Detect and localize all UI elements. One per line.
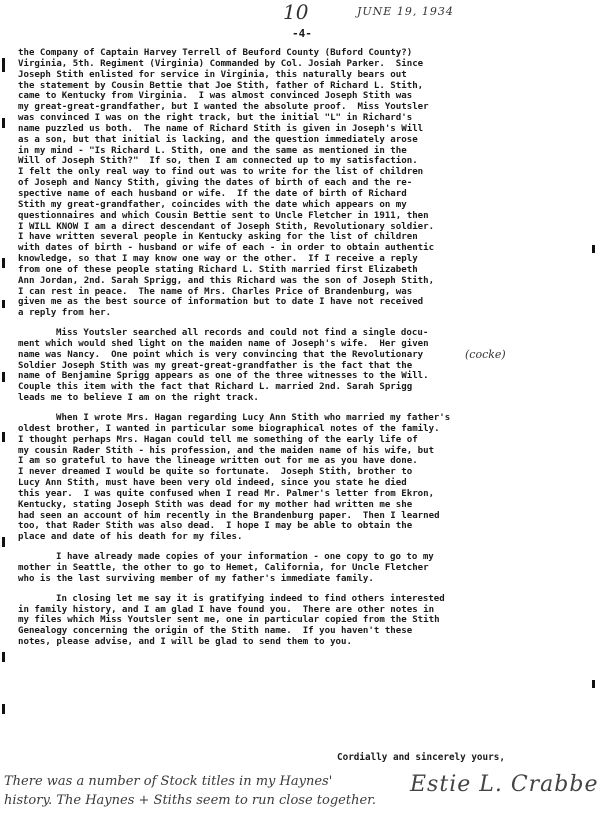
text-line: Kentucky, stating Joseph Stith was dead for my mother had written me she bbox=[18, 499, 413, 510]
letter-paragraph bbox=[18, 413, 584, 543]
text-line: I can rest in peace. The name of Mrs. Charles Price of Brandenburg, was bbox=[18, 286, 413, 297]
footnote-line: There was a number of Stock titles in my Haynes' bbox=[4, 774, 333, 789]
text-line: oldest brother, I wanted in particular some biographical notes of the family. bbox=[18, 423, 440, 434]
text-line: my files which Miss Youtsler sent me, one in particular copied from the Stith bbox=[18, 615, 440, 626]
text-line: a reply from her. bbox=[18, 308, 112, 319]
text-line: knowledge, so that I may know one way or the other. If I receive a reply bbox=[18, 254, 418, 265]
text-line: in my mind - "Is Richard L. Stith, one and the same as mentioned in the bbox=[18, 145, 407, 156]
text-line: I am so grateful to have the lineage written out for me as you have done. bbox=[18, 456, 418, 467]
text-line: leads me to believe I am on the right track. bbox=[18, 393, 259, 404]
text-line: questionnaires and which Cousin Bettie sent to Uncle Fletcher in 1911, then bbox=[18, 210, 429, 221]
letter-paragraph bbox=[18, 552, 584, 585]
text-line: had seen an account of him recently in the Brandenburg paper. Then I learned bbox=[18, 510, 440, 521]
signature: Estie L. Crabbe bbox=[410, 772, 599, 797]
text-line: Lucy Ann Stith, must have been very old indeed, since you state he died bbox=[18, 478, 407, 489]
text-line: this year. I was quite confused when I read Mr. Palmer's letter from Ekron, bbox=[18, 488, 435, 499]
text-line: When I wrote Mrs. Hagan regarding Lucy Ann Stith who married my father's bbox=[56, 413, 451, 423]
margin-mark bbox=[2, 300, 5, 308]
text-line: Genealogy concerning the origin of the Stith name. If you haven't these bbox=[18, 626, 413, 637]
text-line: Stith my great-grandfather, coincides with the date which appears on my bbox=[18, 199, 407, 210]
letter-paragraph bbox=[18, 48, 584, 319]
text-line: I felt the only real way to find out was to write for the list of children bbox=[18, 167, 424, 178]
text-line: Miss Youtsler searched all records and could not find a single docu- bbox=[56, 328, 429, 339]
handwritten-insert: (cocke) bbox=[465, 348, 506, 361]
text-line: as a son, but that initial is lacking, and the question immediately arose bbox=[18, 134, 418, 145]
text-line: Soldier Joseph Stith was my great-great-grandfather is the fact that the bbox=[18, 360, 413, 371]
text-line: from one of these people stating Richard L. Stith married first Elizabeth bbox=[18, 264, 418, 275]
text-line: too, that Rader Stith was also dead. I hope I may be able to obtain the bbox=[18, 521, 413, 532]
handwritten-footnote bbox=[4, 772, 376, 810]
text-line: spective name of each husband or wife. If the date of birth of Richard bbox=[18, 188, 407, 199]
text-line: Joseph Stith enlisted for service in Virginia, this naturally bears out bbox=[18, 69, 407, 80]
text-line: the statement by Cousin Bettie that Joe Stith, father of Richard L. Stith, bbox=[18, 80, 424, 91]
text-line: ment which would shed light on the maiden name of Joseph's wife. Her given bbox=[18, 338, 429, 349]
text-line: name puzzled us both. The name of Richard Stith is given in Joseph's Will bbox=[18, 123, 424, 134]
text-line: name of Benjamine Sprigg appears as one of the three witnesses to the Will. bbox=[18, 371, 429, 382]
text-line: came to Kentucky from Virginia. I was almost convinced Joseph Stith was bbox=[18, 91, 413, 102]
text-line: of Joseph and Nancy Stith, giving the dates of birth of each and the re- bbox=[18, 178, 413, 189]
text-line: Will of Joseph Stith?" If so, then I am connected up to my satisfaction. bbox=[18, 156, 418, 167]
margin-mark bbox=[2, 432, 5, 442]
text-line: I thought perhaps Mrs. Hagan could tell me something of the early life of bbox=[18, 434, 418, 445]
handwritten-page-number: 10 bbox=[283, 0, 309, 24]
text-line: with dates of birth - husband or wife of each - in order to obtain authentic bbox=[18, 243, 435, 254]
margin-mark bbox=[2, 58, 5, 72]
text-line: the Company of Captain Harvey Terrell of Beuford County (Buford County?) bbox=[18, 48, 413, 58]
text-line: Virginia, 5th. Regiment (Virginia) Commanded by Col. Josiah Parker. Since bbox=[18, 58, 424, 69]
text-line: name was Nancy. One point which is very convincing that the Revolutionary bbox=[18, 349, 424, 360]
text-line: my great-great-grandfather, but I wanted the absolute proof. Miss Youtsler bbox=[18, 102, 429, 113]
text-line: I have already made copies of your information - one copy to go to my bbox=[56, 552, 434, 563]
text-line: given me as the best source of information but to date I have not received bbox=[18, 297, 424, 308]
letter-paragraph bbox=[18, 328, 584, 404]
text-line: Ann Jordan, 2nd. Sarah Sprigg, and this Richard was the son of Joseph Stith, bbox=[18, 275, 435, 286]
text-line: In closing let me say it is gratifying indeed to find others interested bbox=[56, 593, 445, 604]
text-line: I WILL KNOW I am a direct descendant of Joseph Stith, Revolutionary soldier. bbox=[18, 221, 435, 232]
text-line: mother in Seattle, the other to go to Hemet, California, for Uncle Fletcher bbox=[18, 562, 429, 573]
text-line: was convinced I was on the right track, but the initial "L" in Richard's bbox=[18, 113, 413, 124]
margin-mark bbox=[2, 652, 5, 662]
text-line: place and date of his death for my files. bbox=[18, 532, 243, 543]
margin-mark bbox=[592, 245, 595, 253]
text-line: my cousin Rader Stith - his profession, and the maiden name of his wife, but bbox=[18, 445, 435, 456]
text-line: Couple this item with the fact that Richard L. married 2nd. Sarah Sprigg bbox=[18, 382, 413, 393]
text-line: I have written several people in Kentucky asking for the list of children bbox=[18, 232, 418, 243]
typed-page-number: -4- bbox=[292, 27, 312, 40]
margin-mark bbox=[2, 258, 5, 268]
margin-mark bbox=[2, 537, 5, 547]
text-line: who is the last surviving member of my father's immediate family. bbox=[18, 573, 374, 584]
margin-mark bbox=[2, 118, 5, 128]
footnote-line: history. The Haynes + Stiths seem to run close together. bbox=[4, 793, 377, 808]
text-line: notes, please advise, and I will be glad to send them to you. bbox=[18, 637, 352, 648]
handwritten-date: JUNE 19, 1934 bbox=[357, 5, 454, 18]
margin-mark bbox=[2, 704, 5, 714]
letter-paragraph bbox=[18, 594, 584, 648]
margin-mark bbox=[2, 372, 5, 382]
closing-line: Cordially and sincerely yours, bbox=[337, 752, 505, 763]
text-line: in family history, and I am glad I have found you. There are other notes in bbox=[18, 604, 435, 615]
text-line: I never dreamed I would be quite so fortunate. Joseph Stith, brother to bbox=[18, 467, 413, 478]
margin-mark bbox=[592, 680, 595, 688]
